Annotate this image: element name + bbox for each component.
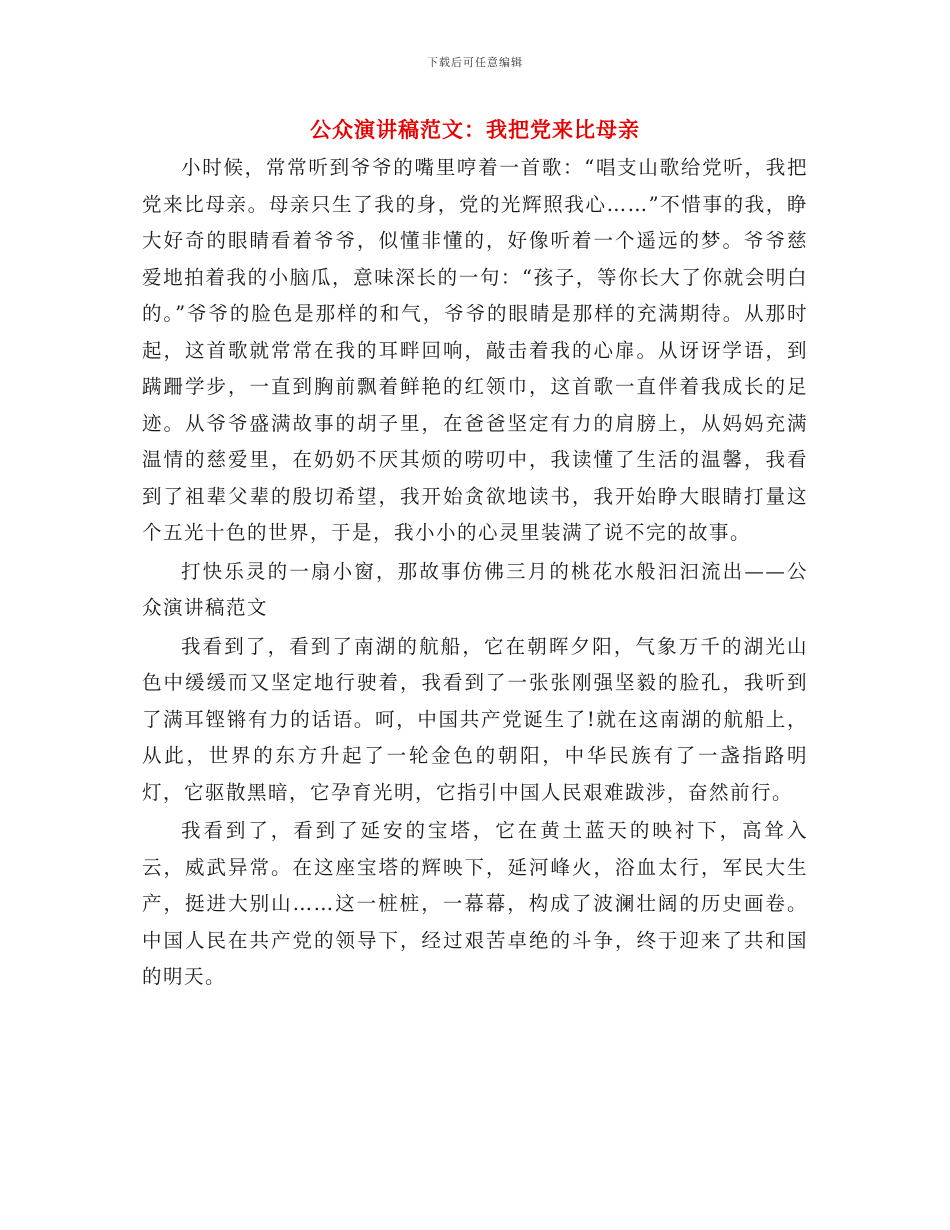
paragraph-4: 我看到了，看到了延安的宝塔，它在黄土蓝天的映衬下，高耸入云，威武异常。在这座宝塔的辉映下，延河峰火，浴血太行，军民大生产，挺进大别山……这一桩桩，一幕幕，构成了波澜壮阔的历史画卷。中国人民在共产党的领导下，经过艰苦卓绝的斗争，终于迎来了共和国的明天。 xyxy=(142,819,808,988)
paragraph-1: 小时候，常常听到爷爷的嘴里哼着一首歌：“唱支山歌给党听，我把党来比母亲。母亲只生了我的身，党的光辉照我心……”不惜事的我，睁大好奇的眼睛看着爷爷，似懂非懂的，好像听着一个遥远的梦。爷爷慈爱地拍着我的小脑瓜，意味深长的一句：“孩子，等你长大了你就会明白的。”爷爷的脸色是那样的和气，爷爷的眼睛是那样的充满期待。从那时起，这首歌就常常在我的耳畔回响，敲击着我的心扉。从讶讶学语，到蹒跚学步，一直到胸前飘着鲜艳的红领巾，这首歌一直伴着我成长的足迹。从爷爷盛满故事的胡子里，在爸爸坚定有力的肩膀上，从妈妈充满温情的慈爱里，在奶奶不厌其烦的唠叨中，我读懂了生活的温馨，我看到了祖辈父辈的殷切希望，我开始贪欲地读书，我开始睁大眼睛打量这个五光十色的世界，于是，我小小的心灵里装满了说不完的故事。 xyxy=(142,156,808,544)
paragraph-2: 打快乐灵的一扇小窗，那故事仿佛三月的桃花水般汩汩流出——公众演讲稿范文 xyxy=(142,559,808,619)
header-note: 下载后可任意编辑 xyxy=(427,56,523,69)
paragraph-3: 我看到了，看到了南湖的航船，它在朝晖夕阳，气象万千的湖光山色中缓缓而又坚定地行驶着，我看到了一张张刚强坚毅的脸孔，我听到了满耳铿锵有力的话语。呵，中国共产党诞生了!就在这南湖的航船上，从此，世界的东方升起了一轮金色的朝阳，中华民族有了一盏指路明灯，它驱散黑暗，它孕育光明，它指引中国人民艰难跋涉，奋然前行。 xyxy=(142,634,808,804)
document-title: 公众演讲稿范文：我把党来比母亲 xyxy=(310,117,640,142)
document-body xyxy=(142,150,808,996)
